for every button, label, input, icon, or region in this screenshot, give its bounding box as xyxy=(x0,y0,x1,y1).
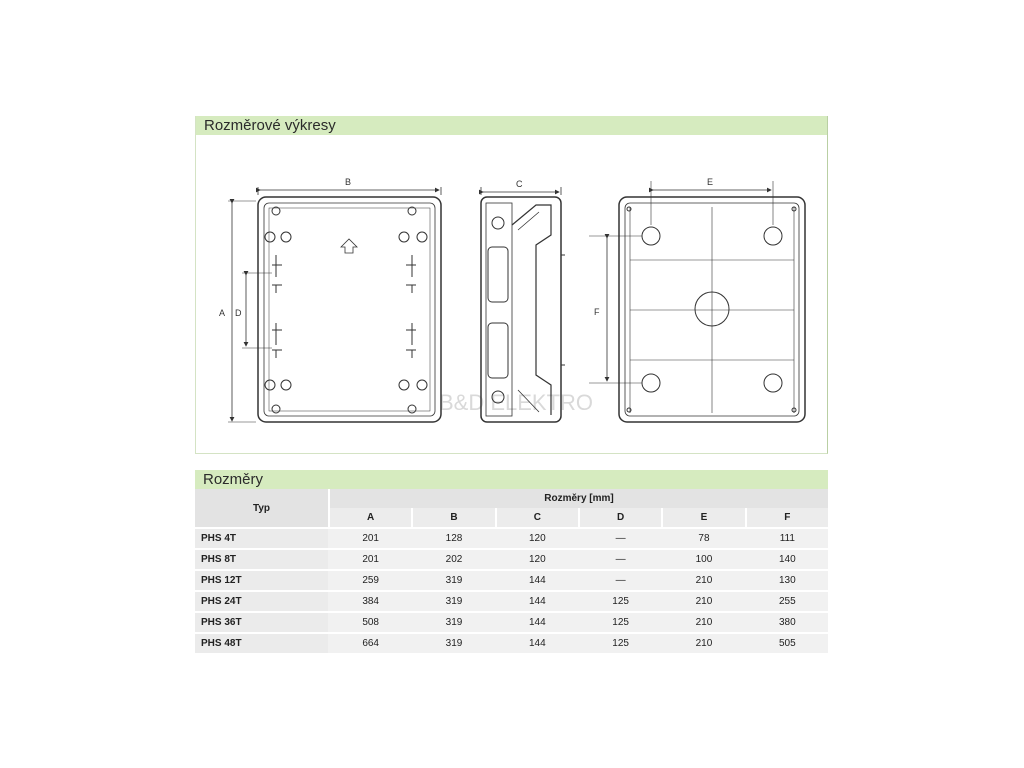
row-typ: PHS 8T xyxy=(195,549,328,570)
cell: 125 xyxy=(580,591,661,612)
cell: 259 xyxy=(330,570,411,591)
header-col: B xyxy=(413,508,494,528)
label-d: D xyxy=(235,308,242,318)
cell: 125 xyxy=(580,633,661,653)
dimensions-section xyxy=(195,470,828,650)
cell: 255 xyxy=(747,591,828,612)
cell: 144 xyxy=(497,633,578,653)
table-row xyxy=(195,528,828,549)
cell: — xyxy=(580,528,661,549)
cell: 319 xyxy=(413,633,494,653)
cell: 144 xyxy=(497,612,578,633)
table-row xyxy=(195,549,828,570)
cell: 319 xyxy=(413,570,494,591)
row-typ: PHS 24T xyxy=(195,591,328,612)
table-row xyxy=(195,570,828,591)
label-b: B xyxy=(345,177,352,187)
header-col: F xyxy=(747,508,828,528)
cell: 140 xyxy=(747,549,828,570)
dimensions-table xyxy=(195,489,828,653)
cell: 78 xyxy=(663,528,744,549)
cell: 111 xyxy=(747,528,828,549)
cell: 201 xyxy=(330,549,411,570)
cell: 210 xyxy=(663,633,744,653)
front-view xyxy=(258,197,441,422)
drawings-section xyxy=(195,116,828,454)
cell: 202 xyxy=(413,549,494,570)
row-typ: PHS 36T xyxy=(195,612,328,633)
watermark: B&D ELEKTRO xyxy=(439,390,594,415)
cell: 128 xyxy=(413,528,494,549)
row-typ: PHS 48T xyxy=(195,633,328,653)
cell: 120 xyxy=(497,549,578,570)
cell: 384 xyxy=(330,591,411,612)
cell: 210 xyxy=(663,612,744,633)
cell: 144 xyxy=(497,570,578,591)
header-col: A xyxy=(330,508,411,528)
cell: 210 xyxy=(663,591,744,612)
label-a: A xyxy=(219,308,226,318)
cell: — xyxy=(580,570,661,591)
row-typ: PHS 12T xyxy=(195,570,328,591)
cell: 201 xyxy=(330,528,411,549)
side-view xyxy=(481,197,565,422)
cell: 319 xyxy=(413,591,494,612)
drawings-title: Rozměrové výkresy xyxy=(196,116,827,135)
cell: 508 xyxy=(330,612,411,633)
label-f: F xyxy=(594,307,600,317)
cell: 125 xyxy=(580,612,661,633)
cell: — xyxy=(580,549,661,570)
cell: 100 xyxy=(663,549,744,570)
header-rozmery: Rozměry [mm] xyxy=(330,489,828,508)
cell: 120 xyxy=(497,528,578,549)
label-c: C xyxy=(516,179,523,189)
cell: 664 xyxy=(330,633,411,653)
header-typ: Typ xyxy=(195,489,328,528)
cell: 505 xyxy=(747,633,828,653)
back-view xyxy=(619,197,805,422)
dimensions-title: Rozměry xyxy=(195,470,828,489)
header-col: C xyxy=(497,508,578,528)
table-row xyxy=(195,591,828,612)
cell: 210 xyxy=(663,570,744,591)
cell: 380 xyxy=(747,612,828,633)
dimension-drawings xyxy=(196,135,829,453)
table-row xyxy=(195,633,828,653)
cell: 319 xyxy=(413,612,494,633)
cell: 144 xyxy=(497,591,578,612)
header-col: E xyxy=(663,508,744,528)
cell: 130 xyxy=(747,570,828,591)
table-row xyxy=(195,612,828,633)
row-typ: PHS 4T xyxy=(195,528,328,549)
header-col: D xyxy=(580,508,661,528)
label-e: E xyxy=(707,177,714,187)
